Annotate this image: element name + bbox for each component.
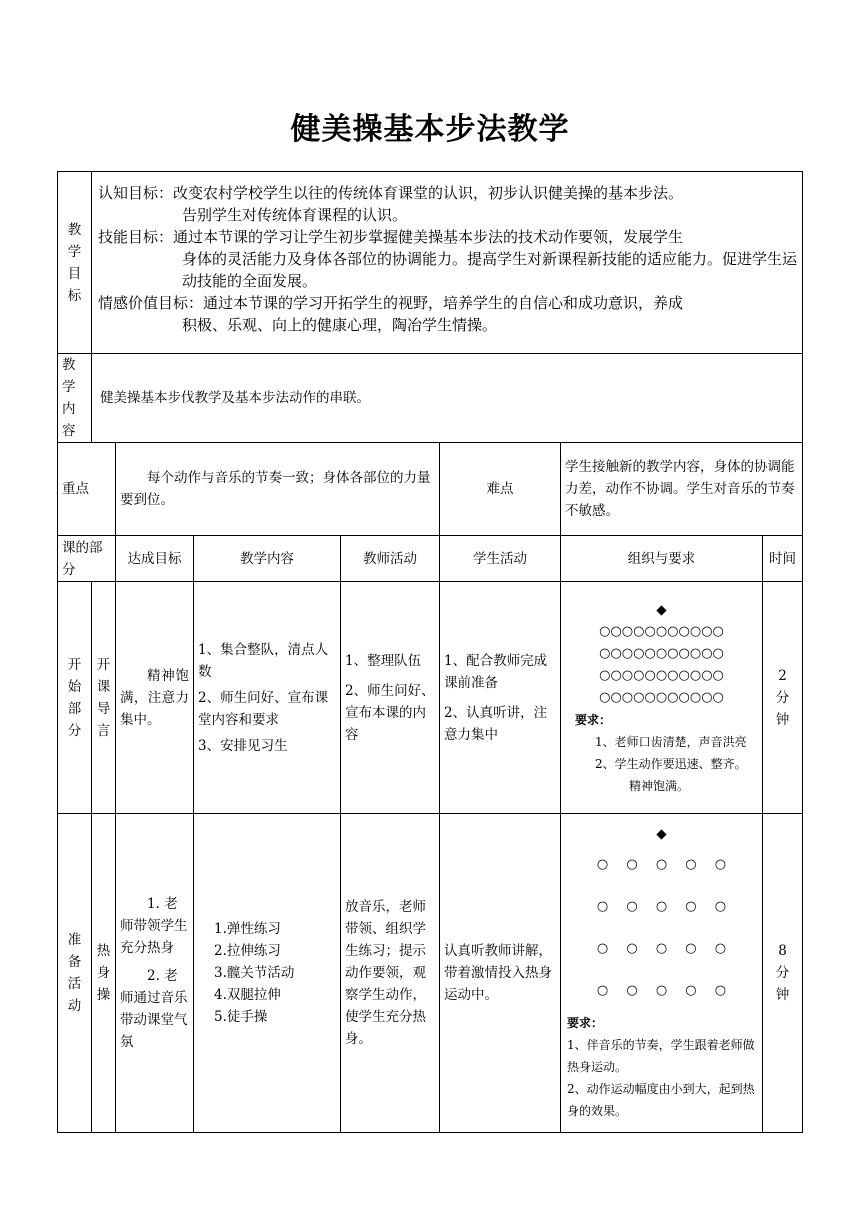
start-content-1: 1、集合整队，清点人数 <box>198 641 329 680</box>
warm-time: 8分钟 <box>763 814 803 1133</box>
key-label: 重点 <box>58 443 116 536</box>
warm-content-2: 2.拉伸练习 <box>214 943 281 959</box>
warm-goal <box>116 814 194 1133</box>
goal-affective: 情感价值目标：通过本节课的学习开拓学生的视野，培养学生的自信心和成功意识，养成 积极、乐观、向上的健康心理，陶冶学生情操。 <box>98 293 684 334</box>
warm-goal-2: 2. 老师通过音乐带动课堂气氛 <box>120 968 188 1050</box>
lesson-plan-table <box>57 171 803 1133</box>
goal-skill: 技能目标：通过本节课的学习让学生初步掌握健美操基本步法的技术动作要领，发展学生 身体的灵活能力及身体各部位的协调能力。提高学生对新课程新技能的适应能力。促进学生运动技能的全面发展。 <box>98 227 798 290</box>
goals-cell <box>92 172 803 354</box>
formation-row: ○○○○○○○○○○○ <box>599 667 724 683</box>
start-teacher <box>341 582 440 814</box>
key-text: 每个动作与音乐的节奏一致；身体各部位的力量要到位。 <box>116 443 440 536</box>
start-content-3: 3、安排见习生 <box>198 737 288 754</box>
start-content <box>194 582 341 814</box>
start-teacher-2: 2、师生问好、宣布本课的内容 <box>345 682 435 743</box>
difficulty-text: 学生接触新的教学内容，身体的协调能力差，动作不协调。学生对音乐的节奏不敏感。 <box>561 443 803 536</box>
header-teacher: 教师活动 <box>341 536 440 582</box>
formation-row: ○ ○ ○ ○ ○ <box>596 941 727 956</box>
warm-content <box>194 814 341 1133</box>
formation-row: ○○○○○○○○○○○ <box>599 623 724 639</box>
start-org <box>561 582 763 814</box>
header-goal: 达成目标 <box>116 536 194 582</box>
warm-org <box>561 814 763 1133</box>
content-text: 健美操基本步伐教学及基本步法动作的串联。 <box>92 354 803 443</box>
warm-req-title: 要求： <box>567 1016 604 1030</box>
start-req-2: 2、学生动作要迅速、整齐。 <box>595 756 747 771</box>
warm-teacher: 放音乐，老师带领、组织学生练习；提示动作要领，观察学生动作，使学生充分热身。 <box>341 814 440 1133</box>
start-row <box>58 582 803 814</box>
content-label: 教学内容 <box>58 354 92 443</box>
goal-cognitive: 认知目标：改变农村学校学生以往的传统体育课堂的认识，初步认识健美操的基本步法。 告别学生对传统体育课程的认识。 <box>98 183 684 224</box>
start-teacher-1: 1、整理队伍 <box>345 652 422 669</box>
header-student: 学生活动 <box>440 536 561 582</box>
start-time: 2分钟 <box>763 582 803 814</box>
start-content-2: 2、师生问好、宣布课堂内容和要求 <box>198 689 329 728</box>
formation-row: ○ ○ ○ ○ ○ <box>596 983 727 998</box>
start-student-1: 1、配合教师完成课前准备 <box>444 652 548 691</box>
warm-part: 准备活动 <box>58 814 92 1133</box>
formation-row: ○ ○ ○ ○ ○ <box>596 857 727 872</box>
start-req-1: 1、老师口齿清楚，声音洪亮 <box>595 734 747 749</box>
start-sub: 开课导言 <box>92 582 116 814</box>
header-part: 课的部分 <box>58 536 116 582</box>
start-part: 开始部分 <box>58 582 92 814</box>
formation-row: ○ ○ ○ ○ ○ <box>596 899 727 914</box>
warm-content-5: 5.徒手操 <box>214 1009 268 1025</box>
warm-row <box>58 814 803 1133</box>
page-title: 健美操基本步法教学 <box>290 112 570 147</box>
goals-row <box>58 172 803 354</box>
warm-sub: 热身操 <box>92 814 116 1133</box>
difficulty-label: 难点 <box>440 443 561 536</box>
start-student-2: 2、认真听讲，注意力集中 <box>444 704 548 743</box>
formation-row: ○○○○○○○○○○○ <box>599 645 724 661</box>
warm-content-3: 3.髋关节活动 <box>214 965 295 981</box>
header-content: 教学内容 <box>194 536 341 582</box>
header-org: 组织与要求 <box>561 536 763 582</box>
teacher-marker-icon: ◆ <box>656 826 667 842</box>
warm-student: 认真听教师讲解，带着激情投入热身运动中。 <box>440 814 561 1133</box>
teacher-marker-icon: ◆ <box>656 601 667 618</box>
warm-req-2: 2、动作运动幅度由小到大，起到热身的效果。 <box>567 1082 755 1118</box>
warm-content-4: 4.双腿拉伸 <box>214 987 281 1003</box>
formation-row: ○○○○○○○○○○○ <box>599 689 724 705</box>
start-req-title: 要求： <box>575 712 612 727</box>
header-row <box>58 536 803 582</box>
warm-goal-1: 1. 老师带领学生充分热身 <box>120 896 188 956</box>
start-req-3: 精神饱满。 <box>629 778 690 793</box>
start-goal: 精神饱满，注意力集中。 <box>116 582 194 814</box>
key-row <box>58 443 803 536</box>
header-time: 时间 <box>763 536 803 582</box>
warm-content-1: 1.弹性练习 <box>214 921 281 937</box>
content-row <box>58 354 803 443</box>
start-student <box>440 582 561 814</box>
warm-req-1: 1、伴音乐的节奏，学生跟着老师做热身运动。 <box>567 1038 755 1074</box>
goals-label: 教 学 目 标 <box>58 172 92 354</box>
